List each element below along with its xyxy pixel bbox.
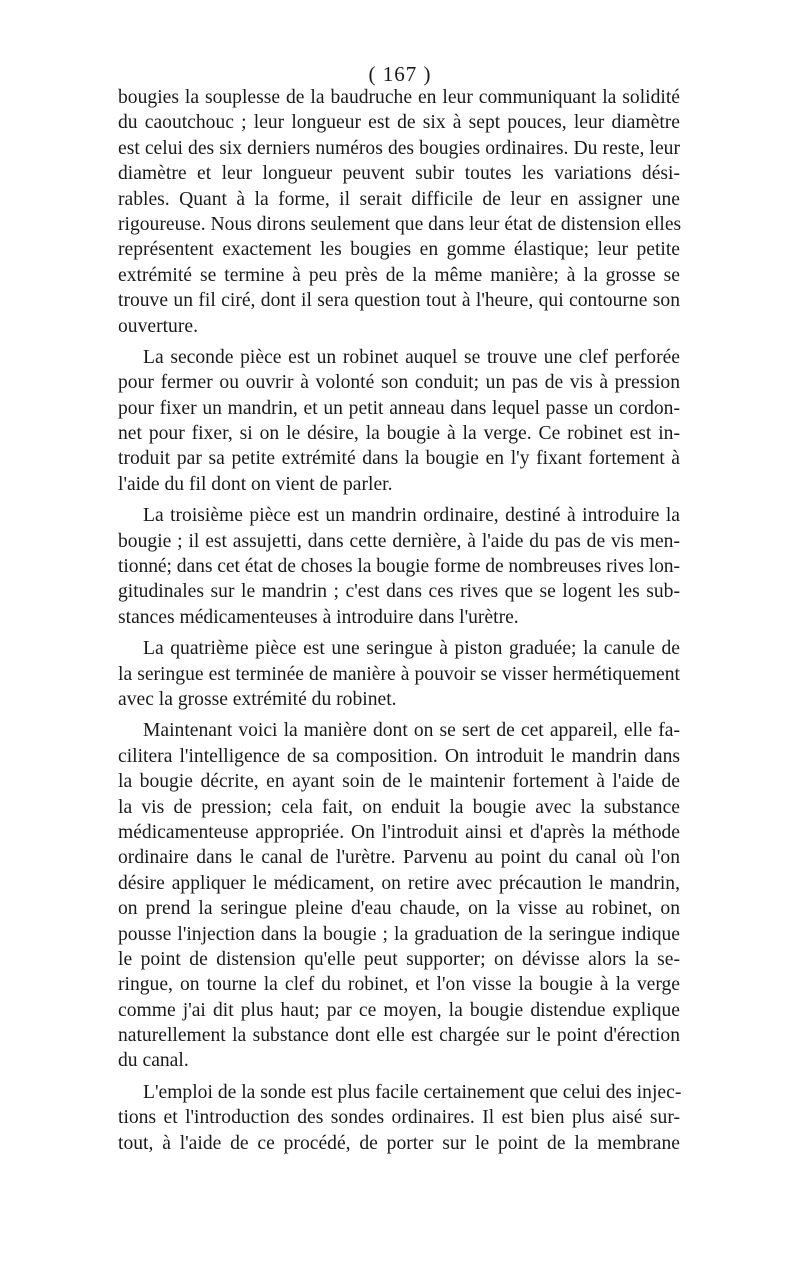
paragraph (118, 345, 680, 497)
text-line: l'aide du fil dont on vient de parler. (118, 473, 393, 495)
text-line: troduit par sa petite extrémité dans la bougie en l'y fixant fortement à (118, 448, 680, 470)
text-line: bougies la souplesse de la baudruche en leur communiquant la solidité (118, 87, 680, 108)
text-line: la bougie décrite, en ayant soin de le maintenir fortement à l'aide de (118, 771, 680, 793)
text-line: La quatrième pièce est une seringue à piston graduée; la canule de (143, 638, 680, 660)
text-line: ordinaire dans le canal de l'urètre. Parvenu au point du canal où l'on (118, 847, 680, 869)
text-line: médicamenteuse appropriée. On l'introduit ainsi et d'après la méthode (118, 821, 680, 843)
text-line: net pour fixer, si on le désire, la bougie à la verge. Ce robinet est in- (118, 423, 680, 445)
text-line: L'emploi de la sonde est plus facile certainement que celui des injec- (143, 1081, 682, 1103)
text-line: avec la grosse extrémité du robinet. (118, 688, 397, 710)
text-line: désire appliquer le médicament, on retire avec précaution le mandrin, (118, 872, 680, 894)
text-line: rigoureuse. Nous dirons seulement que dans leur état de distension elles (118, 213, 682, 235)
text-line: cilitera l'intelligence de sa composition. On introduit le mandrin dans (118, 745, 680, 767)
body-text (118, 85, 680, 1162)
paragraph (118, 636, 680, 712)
text-line: la vis de pression; cela fait, on enduit la bougie avec la substance (118, 796, 680, 818)
text-line: Maintenant voici la manière dont on se sert de cet appareil, elle fa- (143, 720, 680, 742)
text-line: naturellement la substance dont elle est chargée sur le point d'érection (118, 1025, 680, 1047)
text-line: la seringue est terminée de manière à pouvoir se visser hermétiquement (118, 663, 680, 685)
text-line: comme j'ai dit plus haut; par ce moyen, la bougie distendue explique (118, 999, 680, 1021)
text-line: pour fixer un mandrin, et un petit anneau dans lequel passe un cordon- (118, 397, 680, 419)
text-line: La seconde pièce est un robinet auquel se trouve une clef perforée (143, 346, 680, 368)
text-line: on prend la seringue pleine d'eau chaude, on la visse au robinet, on (118, 898, 680, 920)
paragraph (118, 1080, 680, 1156)
text-line: pousse l'injection dans la bougie ; la graduation de la seringue indique (118, 923, 680, 945)
text-line: ouverture. (118, 315, 198, 337)
text-line: est celui des six derniers numéros des bougies ordinaires. Du reste, leur (118, 137, 680, 159)
paragraph (118, 718, 680, 1073)
text-line: tout, à l'aide de ce procédé, de porter sur le point de la membrane (118, 1132, 680, 1154)
text-line: bougie ; il est assujetti, dans cette dernière, à l'aide du pas de vis men- (118, 530, 680, 552)
paragraph (118, 503, 680, 630)
text-line: stances médicamenteuses à introduire dans l'urètre. (118, 606, 519, 628)
text-line: pour fermer ou ouvrir à volonté son conduit; un pas de vis à pression (118, 372, 680, 394)
paragraph (118, 85, 680, 339)
text-line: diamètre et leur longueur peuvent subir toutes les variations dési- (118, 163, 680, 185)
text-line: tions et l'introduction des sondes ordinaires. Il est bien plus aisé sur- (118, 1107, 680, 1129)
text-line: extrémité se termine à peu près de la même manière; à la grosse se (118, 264, 680, 286)
text-line: gitudinales sur le mandrin ; c'est dans ces rives que se logent les sub- (118, 581, 680, 603)
text-line: La troisième pièce est un mandrin ordinaire, destiné à introduire la (143, 505, 680, 527)
text-line: du caoutchouc ; leur longueur est de six à sept pouces, leur diamètre (118, 112, 680, 134)
text-line: ringue, on tourne la clef du robinet, et l'on visse la bougie à la verge (118, 974, 680, 996)
page-number: ( 167 ) (368, 62, 432, 86)
text-line: trouve un fil ciré, dont il sera question tout à l'heure, qui contourne son (118, 290, 680, 312)
text-line: rables. Quant à la forme, il serait difficile de leur en assigner une (118, 188, 680, 210)
text-line: le point de distension qu'elle peut supporter; on dévisse alors la se- (118, 948, 680, 970)
text-line: représentent exactement les bougies en gomme élastique; leur petite (118, 239, 680, 261)
text-line: tionné; dans cet état de choses la bougie forme de nombreuses rives lon- (118, 556, 680, 578)
text-line: du canal. (118, 1050, 189, 1072)
